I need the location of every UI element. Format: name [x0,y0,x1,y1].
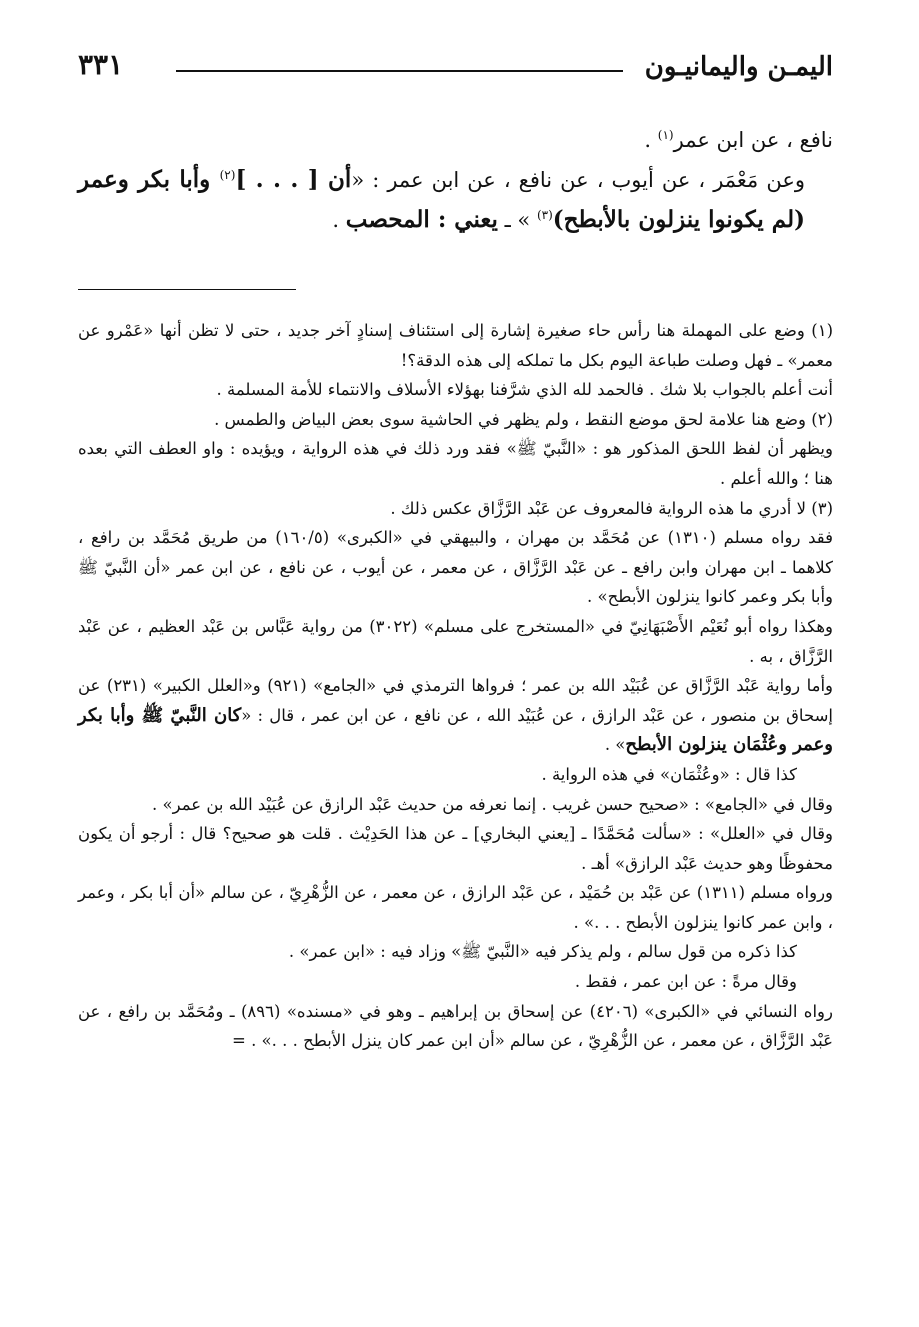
header-rule [176,70,623,72]
main-p2-post: » ـ [497,208,537,232]
footnote-ref-1: (١) [657,128,674,142]
footnote-3-para-10: رواه النسائي في «الكبرى» (٤٢٠٦) عن إسحاق بن إبراهيم ـ وهو في «مسنده» (٨٩٦) ـ ومُحَمَّد بن رافع ، عن عَبْد الرَّزَّاق ، عن معمر ، عن الزُّهْرِيّ ، عن سالم «أن ابن عمر كان ينزل الأبطح . . .» . = [78,1001,833,1051]
footnotes [78,316,833,1056]
main-paragraph-2 [78,160,833,240]
fn3-para3-end: » . [604,735,626,755]
footnote-3-para-5: وقال في «الجامع» : «صحيح حسن غريب . إنما نعرفه من حديث عَبْد الرازق عن عُبَيْد الله بن عمر» . [152,794,833,814]
main-p1-text: نافع ، عن ابن عمر [673,128,833,152]
footnote-separator [78,289,296,290]
hadith-explanation: يعني : المحصب [345,206,498,233]
fn3-hadith-bold: كان النَّبيّ ﷺ وأبا بكر وعمر وعُثْمَان ينزلون الأبطح [78,704,833,756]
running-header [78,48,833,92]
footnote-ref-3: (٣) [536,208,553,222]
page-number: ٣٣١ [78,48,124,81]
footnote-3-para-3 [78,671,833,760]
footnote-3-para-8: كذا ذكره من قول سالم ، ولم يذكر فيه «النَّبيّ ﷺ» وزاد فيه : «ابن عمر» . [288,942,797,962]
main-p2-end: . [332,208,346,232]
footnote-2: (٢) وضع هنا علامة لحق موضع النقط ، ولم يظهر في الحاشية سوى بعض البياض والطمس . [214,409,833,429]
main-text [78,120,833,240]
footnote-3-para-6: وقال في «العلل» : «سألت مُحَمَّدًا ـ [يعني البخاري] ـ عن هذا الحَدِيْث . قلت هو صحيح؟ قال : أرجو أن يكون محفوظًا وهو حديث عَبْد الرازق» أهـ . [78,824,833,873]
hadith-text-1: أن [ . . . ] [235,166,352,193]
chapter-title: اليمـن واليمانيـون [644,52,833,82]
footnote-3-para-9: وقال مرةً : عن ابن عمر ، فقط . [574,972,797,992]
main-p1-end: . [644,128,658,152]
footnote-3-para-2: وهكذا رواه أبو نُعَيْم الأَصْبَهَانِيّ في «المستخرج على مسلم» (٣٠٢٢) من رواية عَبَّاس بن عَبْد العظيم ، عن عَبْد الرَّزَّاق ، به . [78,616,833,666]
footnote-1: (١) وضع على المهملة هنا رأس حاء صغيرة إشارة إلى استئناف إسنادٍ آخر جديد ، حتى لا تظن أنها «عَمْرو عن معمر» ـ فهل وصلت طباعة اليوم بكل ما تملكه إلى هذه الدقة؟! [78,321,833,370]
fn3-para3-pre: وأما رواية عَبْد الرَّزَّاق عن عُبَيْد الله بن عمر ؛ فرواها الترمذي في «الجامع» (٩٢١) و«العلل الكبير» (٢٣١) عن إسحاق بن منصور ، عن عَبْد الرازق ، عن عُبَيْد الله ، عن نافع ، عن ابن عمر ، قال : « [78,676,834,725]
main-p2-pre: وعن مَعْمَر ، عن أيوب ، عن نافع ، عن ابن عمر : « [351,168,805,192]
hadith-text-2: وأبا بكر وعمر (لم يكونوا ينزلون بالأبطح) [78,166,805,233]
main-paragraph-1 [78,120,833,160]
footnote-3-para-4: كذا قال : «وعُثْمَان» في هذه الرواية . [541,764,797,784]
footnote-1-cont: أنت أعلم بالجواب بلا شك . فالحمد لله الذي شرَّفنا بهؤلاء الأسلاف والانتماء للأمة المسلمة . [216,380,833,400]
footnote-ref-2: (٢) [219,168,236,182]
footnote-3-para-1: فقد رواه مسلم (١٣١٠) عن مُحَمَّد بن مهران ، والبيهقي في «الكبرى» (١٦٠/٥) من طريق مُحَمَّد بن رافع ، كلاهما ـ ابن مهران وابن رافع ـ عن عَبْد الرَّزَّاق ، عن معمر ، عن أيوب ، عن نافع ، عن ابن عمر «أن النَّبيّ ﷺ وأبا بكر وعمر كانوا ينزلون الأبطح» . [78,528,833,607]
footnote-2-cont: ويظهر أن لفظ اللحق المذكور هو : «النَّبيّ ﷺ» فقد ورد ذلك في هذه الرواية ، ويؤيده : واو العطف التي بعده هنا ؛ والله أعلم . [78,439,833,488]
footnote-3-para-7: ورواه مسلم (١٣١١) عن عَبْد بن حُمَيْد ، عن عَبْد الرازق ، عن معمر ، عن الزُّهْرِيّ ، عن سالم «أن أبا بكر ، وعمر ، وابن عمر كانوا ينزلون الأبطح . . .» . [78,883,834,932]
footnote-3: (٣) لا أدري ما هذه الرواية فالمعروف عن عَبْد الرَّزَّاق عكس ذلك . [390,498,833,518]
